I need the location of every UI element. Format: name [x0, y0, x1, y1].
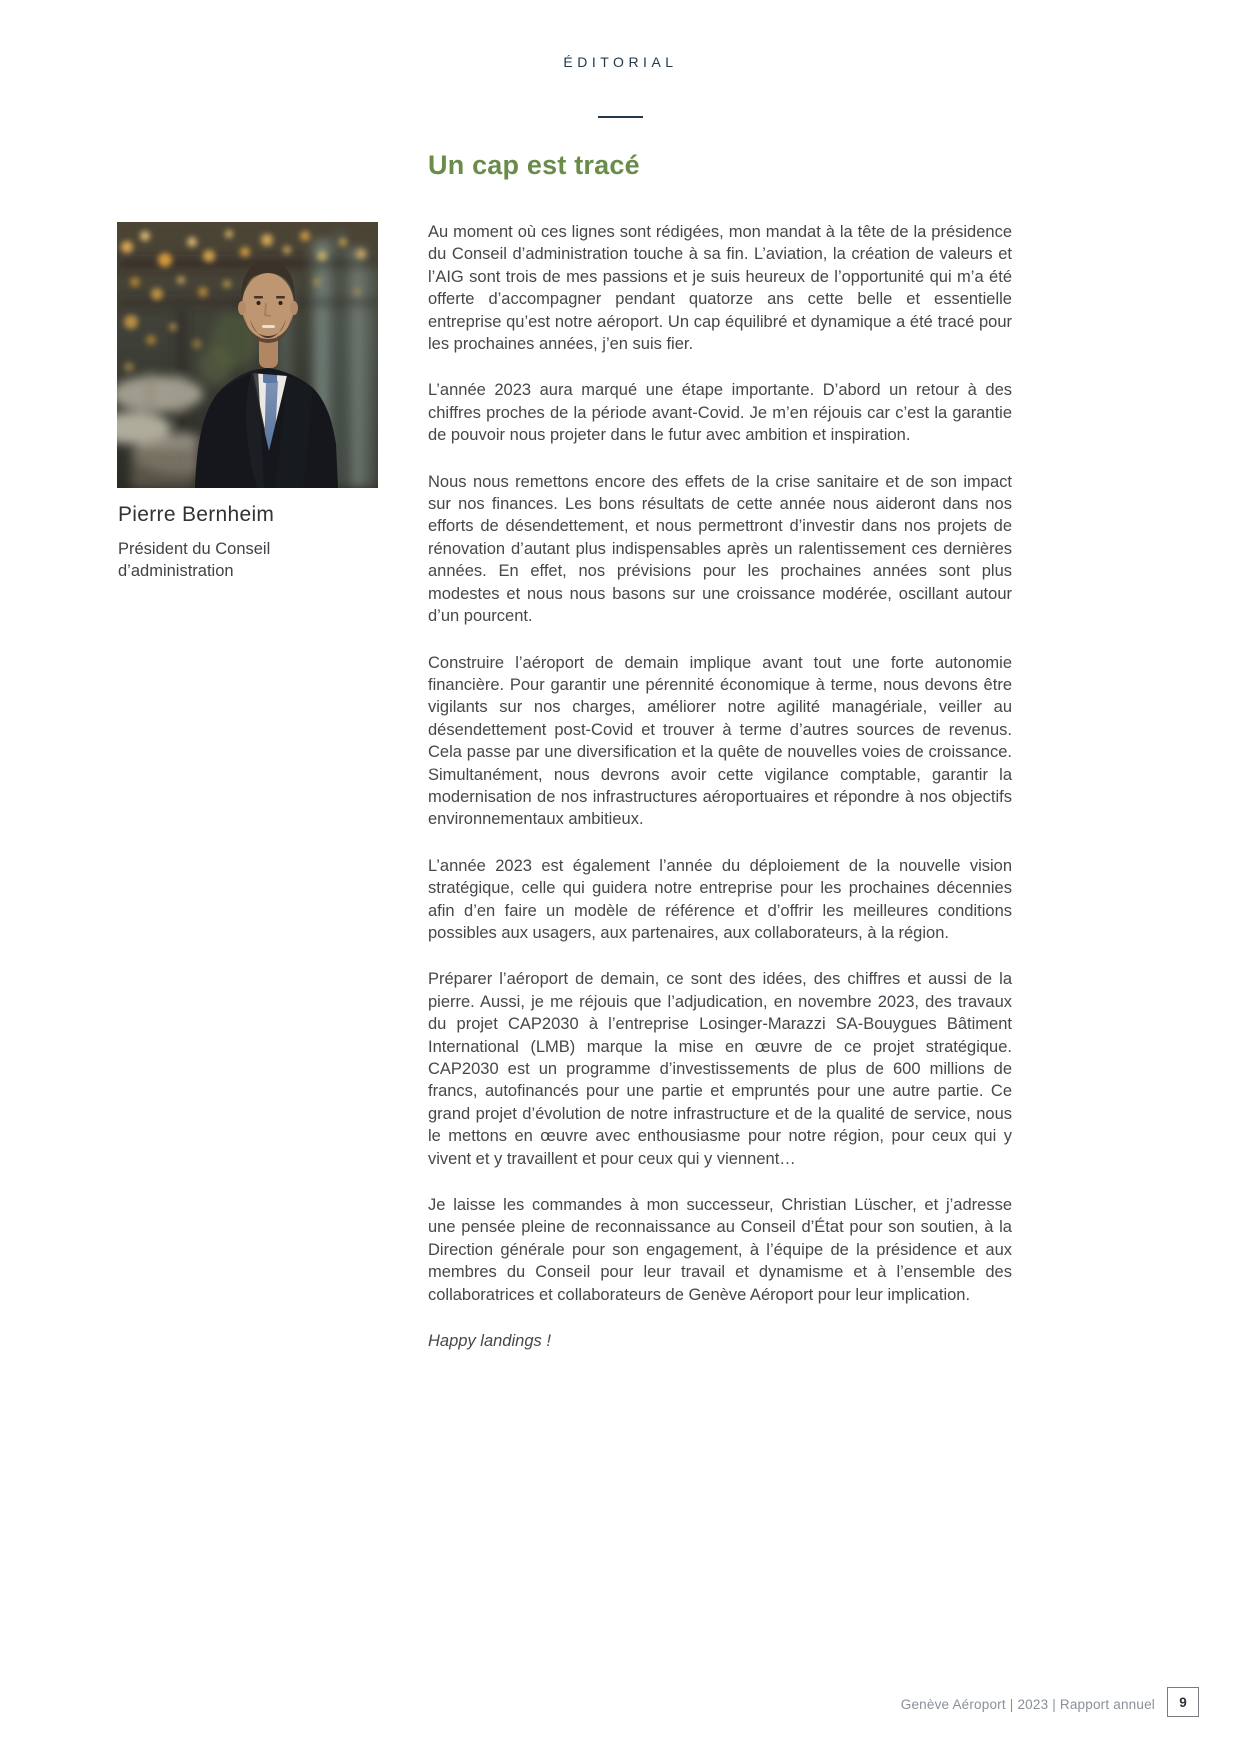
editorial-body — [428, 221, 1012, 1376]
body-paragraph: Construire l’aéroport de demain implique avant tout une forte autonomie financière. Pour garantir une pérennité économique à terme, nous devons être vigilants sur nos charges, améliorer notre agilité managériale, veiller au désendettement post-Covid et trouver à terme d’autres sources de revenus. Cela passe par une diversification et la quête de nouvelles voies de croissance. Simultanément, nous devrons avoir cette vigilance comptable, garantir la modernisation de nos infrastructures aéroportuaires et répondre à nos objectifs environnementaux ambitieux. — [428, 653, 1012, 829]
portrait-photo — [117, 222, 378, 488]
author-name: Pierre Bernheim — [118, 503, 275, 526]
page-number: 9 — [1167, 1687, 1199, 1717]
closing-line: Happy landings ! — [428, 1332, 551, 1351]
body-paragraph: Je laisse les commandes à mon successeur, Christian Lüscher, et j’adresse une pensée pleine de reconnaissance au Conseil d’État pour son soutien, à la Direction générale pour son engagement, à l’équipe de la présidence et aux membres du Conseil pour leur travail et dynamisme et à l’ensemble des collaboratrices et collaborateurs de Genève Aéroport pour leur implication. — [428, 1196, 1012, 1304]
section-label: ÉDITORIAL — [563, 54, 678, 70]
footer-text: Genève Aéroport | 2023 | Rapport annuel — [900, 1697, 1155, 1712]
header-divider — [598, 116, 643, 118]
body-paragraph: L’année 2023 est également l’année du déploiement de la nouvelle vision stratégique, celle qui guidera notre entreprise pour les prochaines décennies afin d’en faire un modèle de référence et d’offrir les meilleures conditions possibles aux usagers, aux partenaires, aux collaborateurs, à la région. — [428, 856, 1012, 942]
author-role: Président du Conseil d’administration — [118, 540, 271, 580]
page-title: Un cap est tracé — [428, 150, 640, 180]
body-paragraph: Préparer l’aéroport de demain, ce sont des idées, des chiffres et aussi de la pierre. Aussi, je me réjouis que l’adjudication, en novembre 2023, des travaux du projet CAP2030 à l’entreprise Losinger-Marazzi SA-Bouygues Bâtiment International (LMB) marque la mise en œuvre de ce projet stratégique. CAP2030 est un programme d’investissements de plus de 600 millions de francs, autofinancés pour une partie et empruntés pour une autre partie. Ce grand projet d’évolution de notre infrastructure et de la qualité de service, nous le mettons en œuvre avec enthousiasme pour notre région, pour ceux qui y vivent et y travaillent et pour ceux qui y viennent… — [428, 970, 1012, 1168]
body-paragraph: Au moment où ces lignes sont rédigées, mon mandat à la tête de la présidence du Conseil d’administration touche à sa fin. L’aviation, la création de valeurs et l’AIG sont trois de mes passions et je suis heureux de l’opportunité qui m’a été offerte d’accompagner pendant quatorze ans cette belle et essentielle entreprise qu’est notre aéroport. Un cap équilibré et dynamique a été tracé pour les prochaines années, j’en suis fier. — [428, 223, 1012, 354]
body-paragraph: L’année 2023 aura marqué une étape importante. D’abord un retour à des chiffres proches de la période avant-Covid. Je m’en réjouis car c’est la garantie de pouvoir nous projeter dans le futur avec ambition et inspiration. — [428, 381, 1012, 445]
body-paragraph: Nous nous remettons encore des effets de la crise sanitaire et de son impact sur nos finances. Les bons résultats de cette année nous aideront dans nos efforts de désendettement, et nous permettront d’investir dans nos projets de rénovation d’autant plus indispensables après un ralentissement ces dernières années. En effet, nos prévisions pour les prochaines années sont plus modestes et nous nous basons sur une croissance modérée, oscillant autour d’un pourcent. — [428, 472, 1012, 626]
